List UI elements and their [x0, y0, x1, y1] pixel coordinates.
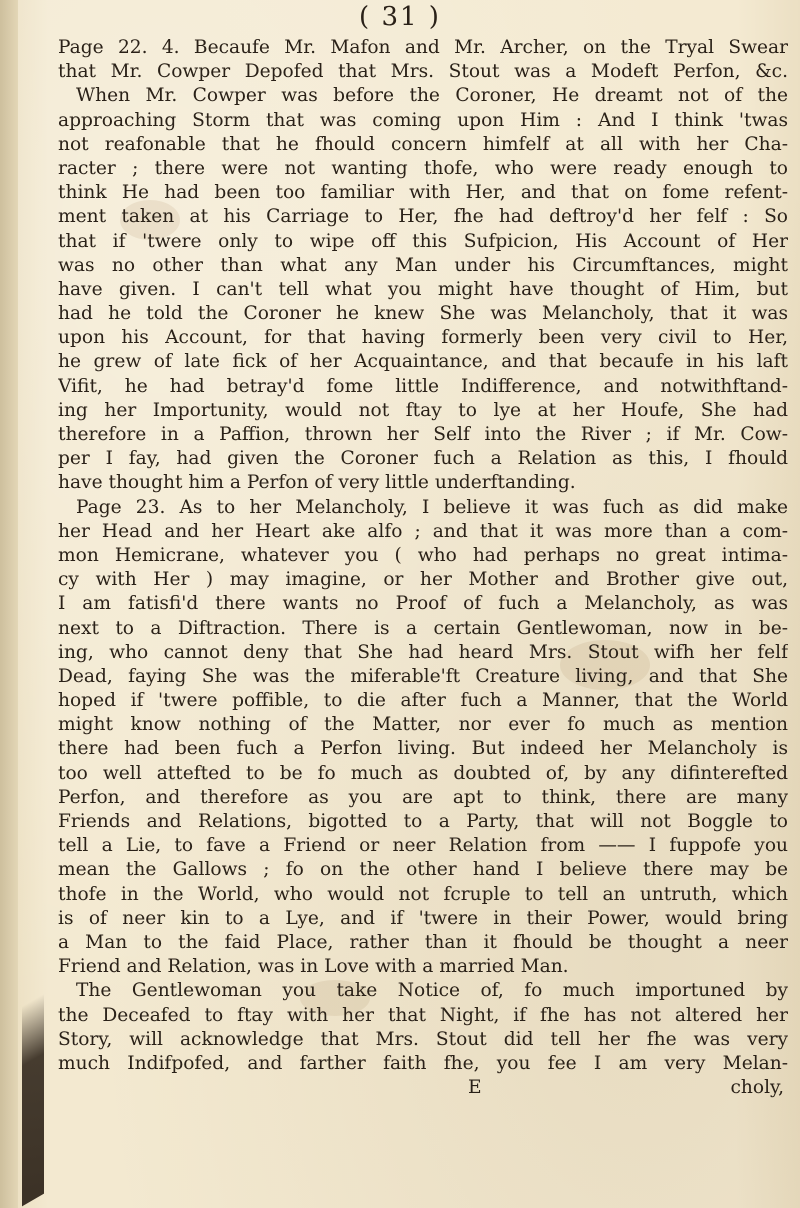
- text-line: Friends and Relations, bigotted to a Party, that will not Boggle to: [58, 811, 788, 832]
- text-line: Friend and Relation, was in Love with a married Man.: [58, 956, 569, 978]
- text-line: racter ; there were not wanting thofe, who were ready enough to: [58, 157, 788, 179]
- text-line: he grew of late fick of her Acquaintance, and that becaufe in his laft: [58, 351, 788, 373]
- text-line: mean the Gallows ; fo on the other hand I believe there may be: [58, 859, 788, 881]
- text-line: a Man to the faid Place, rather than it fhould be thought a neer: [58, 931, 788, 953]
- text-line: had he told the Coroner he knew She was Melancholy, that it was: [58, 303, 788, 325]
- text-line: Page 23. As to her Melancholy, I believe it was fuch as did make: [76, 496, 788, 518]
- text-line: Dead, faying She was the miferable'ft Creature living, and that She: [58, 665, 788, 687]
- text-line: thofe in the World, who would not fcruple to tell an untruth, which: [58, 883, 788, 905]
- page-gutter-edge: [0, 0, 18, 1208]
- signature-mark: E: [468, 1077, 482, 1099]
- catchword: choly,: [730, 1077, 784, 1099]
- text-line: therefore in a Paffion, thrown her Self into the River ; if Mr. Cow-: [58, 424, 788, 445]
- catchline: [58, 1076, 788, 1100]
- text-line: I am fatisfi'd there wants no Proof of fuch a Melancholy, as was: [58, 593, 788, 615]
- text-line: ment taken at his Carriage to Her, fhe had deftroy'd her felf : So: [58, 206, 788, 228]
- text-line: have given. I can't tell what you might have thought of Him, but: [58, 278, 788, 300]
- text-line: cy with Her ) may imagine, or her Mother and Brother give out,: [58, 569, 788, 591]
- text-line: approaching Storm that was coming upon Him : And I think 'twas: [58, 109, 788, 131]
- body-text: [58, 36, 788, 1100]
- text-line: The Gentlewoman you take Notice of, fo much importuned by: [76, 980, 788, 1002]
- text-line: Perfon, and therefore as you are apt to think, there are many: [58, 786, 788, 808]
- text-line: per I fay, had given the Coroner fuch a Relation as this, I fhould: [58, 448, 788, 470]
- text-line: When Mr. Cowper was before the Coroner, He dreamt not of the: [76, 85, 788, 107]
- text-line: much Indifpofed, and farther faith fhe, you fee I am very Melan-: [58, 1052, 788, 1074]
- page-number: ( 31 ): [359, 2, 441, 32]
- text-line: the Deceafed to ftay with her that Night, if fhe has not altered her: [58, 1004, 788, 1026]
- text-line: ing, who cannot deny that She had heard Mrs. Stout wifh her felf: [58, 641, 788, 663]
- text-line: think He had been too familiar with Her, and that on fome refent-: [58, 182, 788, 204]
- text-line: next to a Diftraction. There is a certain Gentlewoman, now in be-: [58, 617, 788, 639]
- text-line: mon Hemicrane, whatever you ( who had perhaps no great intima-: [58, 544, 788, 566]
- text-line: there had been fuch a Perfon living. But indeed her Melancholy is: [58, 738, 788, 760]
- text-line: Page 22. 4. Becaufe Mr. Mafon and Mr. Archer, on the Tryal Swear: [58, 37, 788, 58]
- text-line: her Head and her Heart ake alfo ; and that it was more than a com-: [58, 520, 788, 542]
- text-line: is of neer kin to a Lye, and if 'twere in their Power, would bring: [58, 907, 788, 929]
- text-line: ing her Importunity, would not ftay to lye at her Houfe, She had: [58, 399, 788, 421]
- text-line: upon his Account, for that having formerly been very civil to Her,: [58, 327, 788, 349]
- text-line: not reafonable that he fhould concern himfelf at all with her Cha-: [58, 133, 788, 155]
- text-line: tell a Lie, to fave a Friend or neer Relation from —— I fuppofe you: [58, 835, 788, 857]
- text-line: have thought him a Perfon of very little underftanding.: [58, 472, 576, 494]
- text-line: Story, will acknowledge that Mrs. Stout did tell her fhe was very: [58, 1028, 788, 1050]
- binding-shadow: [22, 994, 44, 1207]
- text-line: hoped if 'twere poffible, to die after fuch a Manner, that the World: [58, 690, 788, 712]
- text-line: that Mr. Cowper Depofed that Mrs. Stout was a Modeft Perfon, &c.: [58, 61, 788, 83]
- text-line: Vifit, he had betray'd fome little Indifference, and notwithftand-: [58, 375, 788, 397]
- text-line: might know nothing of the Matter, nor ever fo much as mention: [58, 714, 788, 736]
- text-line: too well attefted to be fo much as doubted of, by any difinterefted: [58, 762, 788, 784]
- text-line: was no other than what any Man under his Circumftances, might: [58, 254, 788, 276]
- text-line: that if 'twere only to wipe off this Sufpicion, His Account of Her: [58, 230, 788, 252]
